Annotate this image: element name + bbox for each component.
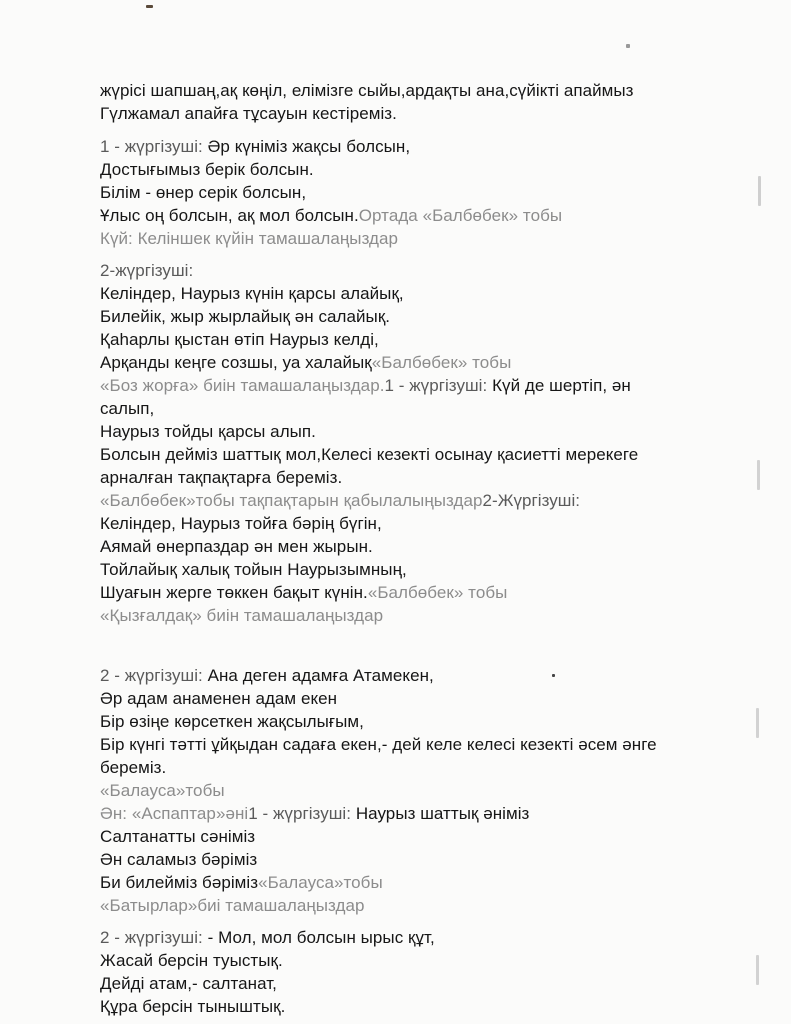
line-text: Бір күнгі тәтті ұйқыдан садаға екен,- дей келе келесі кезекті әсем әнге [100,735,657,754]
stage-note: Ән: «Аспаптар»әні [100,804,249,823]
text-line [100,711,364,733]
line-text: Келіндер, Наурыз күнін қарсы алайық, [100,284,404,303]
text-line [100,490,580,512]
text-line [100,306,390,328]
line-text: Ән саламыз бәріміз [100,850,258,869]
stage-note: «Қызғалдақ» биін тамашалаңыздар [100,606,384,625]
line-text: Әр адам анаменен адам екен [100,689,338,708]
line-text: Арқанды кеңге созшы, уа халайық [100,353,372,372]
line-text: Гүлжамал апайға тұсауын кестіреміз. [100,104,397,123]
text-line [100,283,404,305]
line-text: Қаһарлы қыстан өтіп Наурыз келді, [100,330,379,349]
speaker-label: 2 - жүргізуші: [100,928,203,947]
scan-mark [756,955,759,985]
line-text: Бір өзіңе көрсеткен жақсылығым, [100,712,364,731]
line-text: Салтанатты сәніміз [100,827,256,846]
text-line [100,352,511,374]
text-line [100,513,382,535]
text-line [100,872,383,894]
text-line [100,665,434,687]
text-line [100,205,562,227]
line-text: Наурыз тойды қарсы алып. [100,422,316,441]
stage-note: Ортада «Балбөбек» тобы [358,206,563,225]
text-line [100,80,633,102]
line-text: Келіндер, Наурыз тойға бәрің бүгін, [100,514,382,533]
text-line [100,136,410,158]
speaker-label: 1 - жүргізуші: [248,804,352,823]
text-line [100,260,193,282]
line-text: Билейік, жыр жырлайық ән салайық. [100,307,391,326]
text-line [100,329,379,351]
line-text: Достығымыз берік болсын. [100,160,314,179]
scan-mark [146,5,153,8]
speaker-label: 1 - жүргізуші: [384,376,488,395]
line-text: Болсын дейміз шаттық мол,Келесі кезекті осынау қасиетті мерекеге [100,445,639,464]
scan-mark [552,674,555,677]
scan-mark [626,44,630,48]
stage-note: «Балбөбек» тобы [371,353,512,372]
line-text: Тойлайық халық тойын Наурызымның, [100,560,407,579]
text-line [100,895,365,917]
scan-mark [757,460,760,490]
line-text: береміз. [100,758,167,777]
text-line [100,444,638,466]
stage-note: «Балбөбек»тобы тақпақтарын қабылалыңыздар [100,491,483,510]
text-line [100,605,383,627]
speaker-label: 2 - жүргізуші: [100,666,203,685]
text-line [100,421,316,443]
text-line [100,228,398,250]
stage-note: «Балбөбек» тобы [367,583,508,602]
stage-note: Күй: Келіншек күйін тамашалаңыздар [100,229,399,248]
text-line [100,159,314,181]
text-line [100,950,283,972]
scan-mark [756,708,759,738]
text-line [100,398,154,420]
text-line [100,559,407,581]
line-text: Құра берсін тыныштық. [100,997,286,1016]
text-line [100,582,507,604]
text-line [100,375,631,397]
line-text: Шуағын жерге төккен бақыт күнін. [100,583,368,602]
text-line [100,757,166,779]
stage-note: «Батырлар»биі тамашалаңыздар [100,896,365,915]
line-text: Ана деген адамға Атамекен, [207,666,434,685]
text-line [100,182,306,204]
line-text: Наурыз шаттық әніміз [355,804,530,823]
line-text: Күй де шертіп, ән [492,376,631,395]
line-text: Әр күніміз жақсы болсын, [207,137,411,156]
line-text: Би билейміз бәріміз [100,873,259,892]
speaker-label: 1 - жүргізуші: [100,137,203,156]
text-line [100,927,435,949]
text-line [100,803,529,825]
line-text: Ұлыс оң болсын, ақ мол болсын. [100,206,359,225]
text-line [100,734,657,756]
line-text: Жасай берсін туыстық. [100,951,283,970]
stage-note: «Балауса»тобы [100,781,225,800]
text-line [100,849,257,871]
text-line [100,780,225,802]
text-line [100,973,277,995]
text-line [100,467,342,489]
line-text: Аямай өнерпаздар ән мен жырын. [100,537,373,556]
text-line [100,688,337,710]
text-line [100,103,397,125]
line-text: салып, [100,399,155,418]
line-text: - Мол, мол болсын ырыс құт, [207,928,435,947]
line-text: жүрісі шапшаң,ақ көңіл, елімізге сыйы,ардақты ана,сүйікті апаймыз [100,81,634,100]
line-text: Дейді атам,- салтанат, [100,974,277,993]
text-line [100,996,285,1018]
stage-note: «Боз жорға» биін тамашалаңыздар. [100,376,385,395]
line-text: арналған тақпақтарға береміз. [100,468,343,487]
scan-mark [758,176,761,206]
speaker-label: 2-Жүргізуші: [482,491,581,510]
line-text: Білім - өнер серік болсын, [100,183,307,202]
text-line [100,826,255,848]
stage-note: «Балауса»тобы [258,873,383,892]
text-line [100,536,373,558]
speaker-label: 2-жүргізуші: [100,261,194,280]
